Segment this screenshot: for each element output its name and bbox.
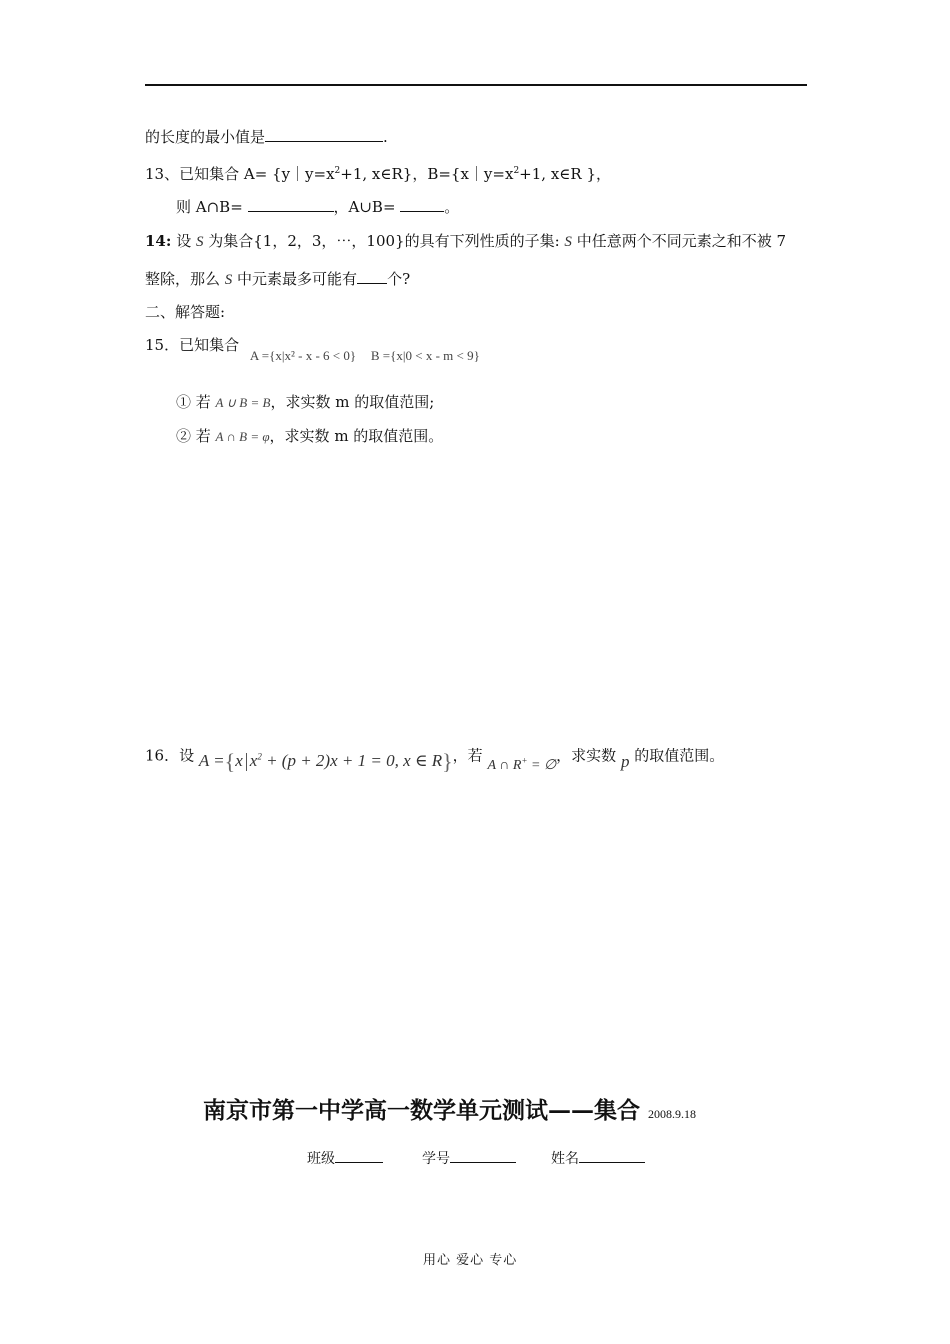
q13-sup2: 2 [513, 166, 520, 176]
class-blank [335, 1147, 383, 1163]
answer-blank [265, 126, 383, 142]
q15-sub1-suffix: ，求实数 m 的取值范围; [270, 393, 435, 411]
q16-mid: ，若 [452, 746, 488, 765]
q15-sub2-suffix: ，求实数 m 的取值范围。 [269, 427, 444, 445]
q13-line1 [145, 161, 611, 184]
number-blank [450, 1147, 516, 1163]
number-field [422, 1147, 516, 1168]
q16-set-x2: x [249, 750, 258, 770]
q13-line2 [176, 196, 459, 217]
q14-line1 [145, 231, 786, 252]
section-heading: 二、解答题: [145, 303, 226, 321]
q13-mid2: +1, x∈R }， [519, 165, 611, 183]
q15-sub1-prefix: ① 若 [176, 393, 216, 411]
q16-set-a-left: A = [198, 750, 225, 770]
answer-blank [248, 196, 334, 212]
q13-end: 。 [444, 198, 460, 216]
name-label: 姓名 [551, 1151, 579, 1167]
q16-p: p [620, 751, 630, 771]
q14-set-s: S [195, 234, 204, 250]
name-blank [579, 1147, 645, 1163]
q14-set-s: S [564, 234, 572, 250]
q16-set-sup: 2 [257, 751, 262, 761]
header-rule [145, 84, 807, 86]
q15-line1 [145, 335, 480, 363]
q15-set-a: A ={x|x² - x - 6 < 0} [249, 348, 357, 363]
q14-text3: 中任意两个不同元素之和不被 7 [571, 232, 787, 250]
q16-line [145, 741, 725, 774]
q16-set-body: + (p + 2)x + 1 = 0, x ∈ R [261, 750, 443, 770]
q14-label: 14: [145, 232, 172, 250]
answer-blank [357, 268, 387, 284]
title-main: 南京市第一中学高一数学单元测试——集合 [203, 1097, 640, 1124]
q16-cond-sup: + [521, 755, 528, 765]
class-label: 班级 [307, 1151, 335, 1167]
q16-suffix1: ，求实数 [556, 746, 621, 765]
answer-blank [400, 196, 444, 212]
page-title [203, 1092, 696, 1125]
name-field [551, 1147, 645, 1168]
q15-sub2 [176, 426, 443, 447]
q13-prefix: 13、已知集合 A= {y｜y=x [145, 165, 335, 183]
page-footer: 用心 爱心 专心 [423, 1253, 518, 1268]
q13-intersection-label: 则 A∩B= [176, 198, 248, 216]
q15-sub1 [176, 392, 434, 413]
q16-cond: A ∩ R [487, 757, 522, 773]
q13-union-label: ，A∪B= [333, 198, 401, 216]
q16-prefix: 16．设 [145, 746, 199, 765]
q15-prefix: 15．已知集合 [145, 336, 240, 354]
right-brace-glyph: } [442, 748, 453, 774]
q15-sub1-math: A ∪ B = B [215, 395, 271, 410]
q16-set-x: x [235, 750, 243, 770]
q13-mid1: +1, x∈R}，B={x｜y=x [340, 165, 514, 183]
set-bar [246, 753, 247, 771]
number-label: 学号 [422, 1151, 450, 1167]
q14-line2b: 中元素最多可能有 [232, 270, 358, 288]
q13-sup1: 2 [334, 166, 341, 176]
q16-set-a [198, 748, 453, 774]
q12-tail [145, 126, 388, 147]
q15-set-b: B ={x|0 < x - m < 9} [370, 348, 480, 363]
q15-sub2-math: A ∩ B = φ [215, 429, 270, 444]
q16-suffix2: 的取值范围。 [629, 746, 725, 765]
q16-condition [487, 755, 557, 773]
q14-text2: 为集合{1，2，3，⋯，100}的具有下列性质的子集: [203, 232, 565, 250]
q15-sub2-prefix: ② 若 [176, 427, 216, 445]
q14-line2a: 整除，那么 [145, 270, 225, 288]
q14-set-s: S [224, 272, 233, 288]
q16-cond-end: = ∅ [527, 757, 557, 773]
left-brace-glyph: { [224, 748, 236, 774]
q14-line2c: 个? [387, 270, 411, 288]
q14-line2 [145, 268, 410, 290]
q12-text: 的长度的最小值是 [145, 128, 266, 146]
q12-end: . [383, 128, 388, 146]
title-date: 2008.9.18 [648, 1107, 697, 1121]
q14-text1: 设 [171, 232, 196, 250]
class-field [307, 1147, 383, 1168]
